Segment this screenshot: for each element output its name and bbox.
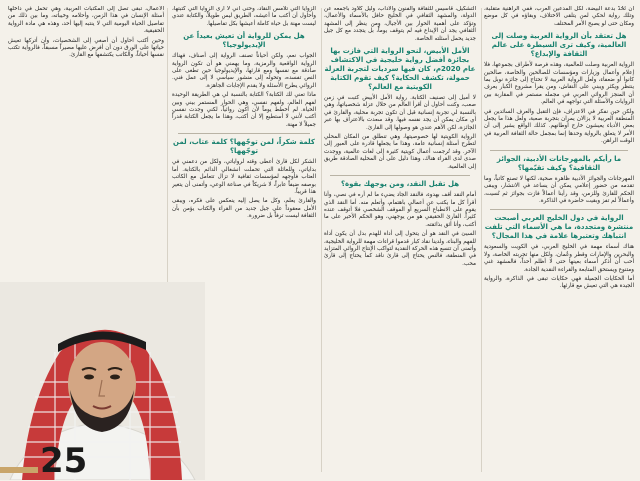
answer-paragraph: الشكر لكل قارئ أعطى وقته لرواياتي، ولكل من دعمني في بداياتي، وللعائلة التي تحملت انشغالي الدائم بالكتابة. أما العتاب فأوجهه لمؤسسات ثقافية لا تزال تتعامل مع الكاتب بوصفه ضيفاً عابراً، لا شريكاً في صناعة الوعي، وأتمنى أن يتغير هذا قريباً. xyxy=(172,159,316,195)
question-heading: الرواية في دول الخليج العربي أصبحت منتشرة ومتجددة، ما هي الأسماء التي تلفت انتباهك وتعتبرها علامة في هذا المجال؟ xyxy=(484,214,634,241)
answer-paragraph: هناك أسماء مهمة في الخليج العربي، في الكويت والسعودية والبحرين والإمارات وقطر وعُمان، ولكل منها تجربته الخاصة، ولا أحب أن أذكر أسماء بعينها حتى لا أظلم أحداً، فالمشهد غني ومتنوع ويستحق المتابعة والقراءة النقدية الجادة. xyxy=(484,244,634,273)
question-heading: الأمل الأبيض، لنحو الرواية التي فازت بها بجائزة أفضل رواية خليجية في الاكتشاف عام 2020م، كان فيها سرديات لتجربة العزلة حمولة، تكشف الحكاية؟ كيف تقوم الكتابة الكويتية مع العالم؟ xyxy=(324,47,476,92)
answer-paragraph: الجواب نعم، ولكن أحياناً تصنف الرواية إلى أصناف، فهناك الرواية الواقعية والرمزية، وما يهمني هو أن تكون الرواية صادقة مع نفسها ومع قارئها، والإيديولوجيا حين تطغى على النص تفسده، وتحوله إلى منشور سياسي لا إلى عمل فني. الروائي يطرح الأسئلة ولا يقدم الإجابات الجاهزة. xyxy=(172,53,316,89)
question-heading: ما رأيكم بالمهرجانات الأدبية، الجوائز الثقافية؟ وكيف تقيّمها؟ xyxy=(496,154,622,172)
column-divider xyxy=(481,8,482,472)
intro-paragraph: أن تَحُدّ بدعة البيضة، لكل المدعين العرب، ففي الراهنية متقلبة، وتلك رواية لحكي لمن يتلقى الاختلاف، وبقاؤه في كل موضع ومكان حتى لو يصبح الأمر المختلف xyxy=(484,6,634,27)
answer-paragraph: ولكن حين نفكر في الاعتراف، فإن التقبل والعرف السائدين في المنطقة العربية لا يزالان يمران بتجربة صعبة، ولعل هذا ما يجعل بعض الأدباء يعيشون خارج أوطانهم. كذلك الواقع يشير إلى أن الأمر لا يتعلق بالرواية وحدها إنما بمجمل حالة الثقافة العربية في الوقت الراهن. xyxy=(484,108,634,145)
answer-paragraph: لا أميل إلى تصنيف الكتابة. رواية الأمل الأبيض كتبت في زمن صعب، وكنت أحاول أن أقرأ العالم من خلال عزلة شخصياتها، وهي بالنسبة لي تجربة إنسانية قبل أن تكون تجربة محلية، والقارئ في أي مكان يمكن أن يجد نفسه فيها. وقد سعدت بالاعتراف بها عبر الجائزة، لكن الأهم عندي هو وصولها إلى القارئ. xyxy=(324,95,476,131)
answer-paragraph: أما الحكايات الجميلة فهي حكايات تبقى في الذاكرة، والرواية الجيدة هي التي تعيش مع قارئها. xyxy=(484,275,634,290)
article-column-1 xyxy=(484,6,634,474)
column-divider xyxy=(321,8,322,472)
answer-paragraph: الرواية الكويتية لها خصوصيتها، وهي تنطلق من المكان المحلي لتطرح أسئلة إنسانية عامة، وهذا ما يجعلها قادرة على العبور إلى الآخر. وقد تُرجمت أعمال كويتية كثيرة إلى لغات عالمية، ووجدت صدى لدى القراء هناك، وهذا دليل على أن المحلية الصادقة طريق إلى العالمية. xyxy=(324,134,476,170)
answer-paragraph: أمام النقد أقف بهدوء، فالنقد الجاد يضيء ما لم أره في نصي، وأنا أقرأ كل ما يكتب عن أعمالي باهتمام، وأتعلم منه. أما النقد الذي يقوم على الانطباع السريع أو الموقف الشخصي فلا أتوقف عنده كثيراً. القارئ الحقيقي هو من يوجهني، وهو الحكم الأخير على ما أكتب، وأنا أثق بذائقته. xyxy=(324,192,476,228)
page-number: 25 xyxy=(40,441,88,481)
answer-paragraph: والقارئ يعلم، وكل ما يصل إليه ينعكس على فكره، ويبقى الأمل معقوداً على جيل جديد من القراء والكتاب يؤمن بأن الثقافة ليست ترفاً بل ضرورة. xyxy=(172,198,316,220)
portrait-photo xyxy=(0,282,205,480)
question-heading: هل تقبل النقد، ومن يوجهك بقوة؟ xyxy=(340,180,460,189)
question-heading: كلمة شكراً، لمن توجّهها؟ كلمة عتاب، لمن توجّهها؟ xyxy=(173,138,315,156)
section-divider xyxy=(490,150,628,151)
article-column-2 xyxy=(324,6,476,474)
answer-paragraph: الزوايا التي تلامس النقاد، وحتى أني لا أرى الزوايا التي كتبتها، وأحاول أن أكتب ما أعيشه، الطريق ليس طويلاً، والكتابة عندي ليست مهنة بل حياة كاملة أعيشها بكل تفاصيلها. xyxy=(172,6,316,27)
answer-paragraph: الأعمال، تبقى تصل إلى المكتبات العربية، وهي تحمل في داخلها أسئلة الإنسان في هذا الزمن، وأحلامه وخيباته، وما بين ذلك من تفاصيل الحياة اليومية التي لا ينتبه إليها أحد، وهذه هي مادة الرواية الحقيقية. xyxy=(8,6,164,35)
answer-paragraph: وحين أكتب أحاول أن أصغي إلى الشخصيات، وأن أتركها تعيش حياتها على الورق دون أن أفرض عليها مصيراً مسبقاً، فالرواية تكتب نفسها أحياناً، والكاتب يكتشفها مع القارئ. xyxy=(8,37,164,59)
page-number-accent xyxy=(0,467,38,473)
question-heading: هل تعتقد بأن الرواية العربية وصلت إلى العالمية، وكيف ترى السيطرة على عالم الثقافة والإبداع؟ xyxy=(491,32,627,59)
section-divider xyxy=(178,133,310,134)
article-column-4 xyxy=(8,6,164,276)
answer-paragraph: التشكيل، قاسيس للثقافة والفنون والآداب، وليل كلاود بأجمعه عن الدولة، والمشهد الثقافي في الخليج حافل بالأسماء والأعمال، وتؤكد على أهمية الحوار بين الأجيال، ومن ينظر إلى المشهد الثقافي يجد أن الإبداع فيه لم يتوقف يوماً، بل يتجدد مع كل جيل جديد يحمل أسئلته الخاصة. xyxy=(324,6,476,42)
section-divider xyxy=(330,175,470,176)
answer-paragraph: الرواية العربية وصلت للعالمية، وهذه فرصة لأطراف بجموعها، فلا إعلام وأعمال وزيارات ومؤسسات للصالحين والخاصة، صالحين كانوا أو ضعفاء، ولعل الرواية العربية لا تحتاج إلى جائزة نوبل بما ينتظر ويكثر ويبني على النقاش، ومن يقرأ مشروع الكبار يعرف أن المنجز الروائي العربي في مجمله مستمر في المقاربة بين الروايات والأسئلة التي تواجهه في العالم. xyxy=(484,62,634,106)
section-divider xyxy=(490,209,628,210)
answer-paragraph: ماذا تعني لك الكتابة؟ الكتابة بالنسبة لي هي الطريقة الوحيدة لفهم العالم، ولفهم نفسي، وهي الحوار المستمر بيني وبين الحياة. لم أخطط يوماً لأن أكون روائياً، لكني وجدت نفسي أكتب لأنني لا أستطيع إلا أن أكتب، وهذا ما يجعل الكتابة قدراً جميلاً لا مهنة. xyxy=(172,92,316,128)
answer-paragraph: المهرجانات والجوائز الأدبية ظاهرة صحية، لكنها لا تصنع كاتباً، وما تقدمه من حضور إعلامي يمكن أن يساعد في الانتشار، ويبقى الحكم للقارئ وللزمن، وقد رأينا أعمالاً فازت بجوائز ثم نُسيت، وأعمالاً لم تفز وبقيت حاضرة في الذاكرة. xyxy=(484,175,634,204)
answer-paragraph: السيئ في النقد هو أن يتحول إلى أداة للهدم بدل أن يكون أداة للفهم والبناء، ولدينا نقاد كبار قدموا قراءات مهمة للرواية الخليجية، وأتمنى أن تتسع هذه الحركة النقدية لتواكب الإنتاج الروائي المتزايد في المنطقة، فالنص يحتاج إلى قارئ ناقد كما يحتاج إلى قارئ محب. xyxy=(324,231,476,267)
question-heading: هل يمكن للرواية أن تعيش بعيداً عن الإيديولوجيا؟ xyxy=(183,32,305,50)
